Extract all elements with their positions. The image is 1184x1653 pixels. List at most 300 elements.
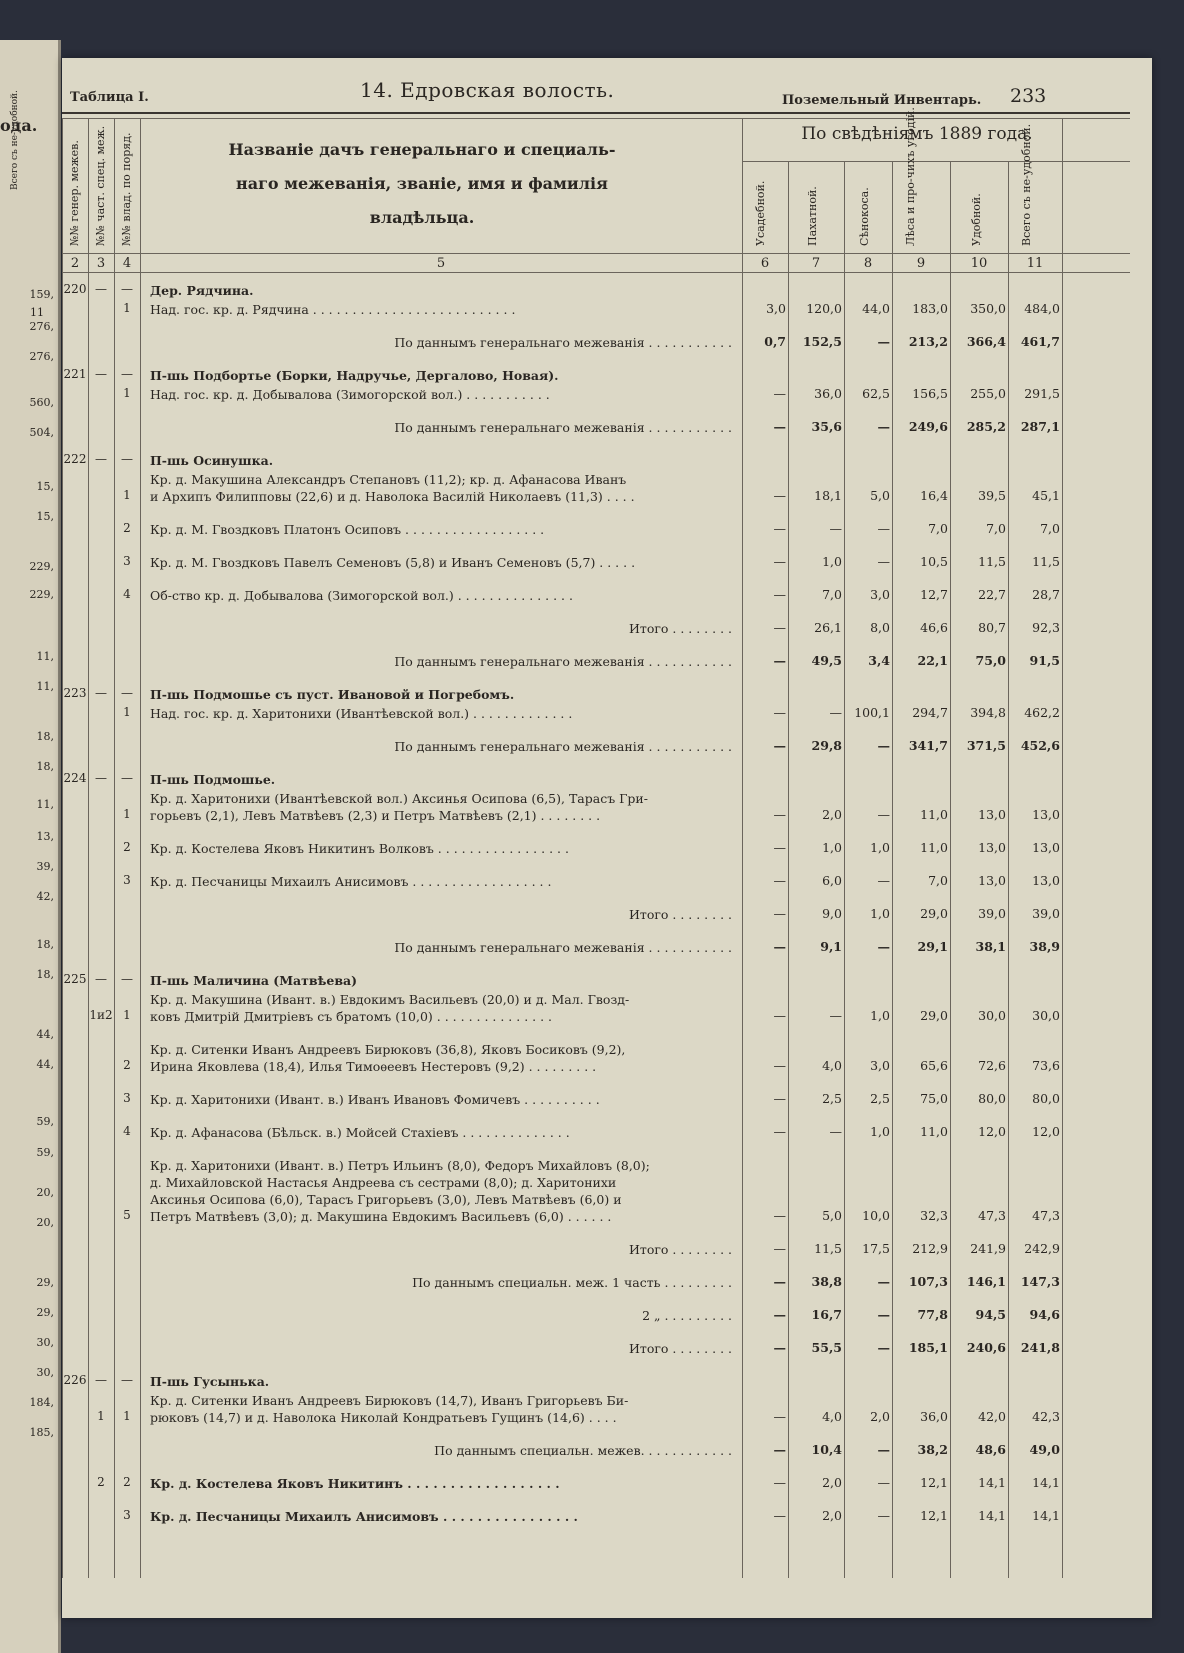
description-line: ковъ Дмитрій Дмитріевъ съ братомъ (10,0) . . . . . . . . . . . . . . . bbox=[150, 1009, 553, 1024]
owner-number: — bbox=[121, 972, 133, 986]
section-title bbox=[150, 1373, 735, 1390]
value-cell: 16,4 bbox=[920, 488, 948, 503]
value-cell: 10,5 bbox=[920, 554, 948, 569]
table-row bbox=[62, 1091, 1130, 1120]
description-line: Кр. д. М. Гвоздковъ Платонъ Осиповъ . . . . . . . . . . . . . . . . . . bbox=[150, 522, 545, 537]
section-heading-row bbox=[62, 282, 1130, 299]
value-cell: 30,0 bbox=[978, 1008, 1006, 1023]
description-line: д. Михайловской Настасья Андреева съ сестрами (8,0); д. Харитонихи bbox=[150, 1175, 617, 1190]
col-header-general: №№ генер. межев. bbox=[68, 140, 81, 246]
value-cell: 241,9 bbox=[970, 1241, 1006, 1256]
name-header-line-3: владѣльца. bbox=[369, 208, 475, 227]
col-number-10: 10 bbox=[970, 256, 988, 271]
header-rule bbox=[62, 112, 1130, 114]
value-cell: 14,1 bbox=[978, 1508, 1006, 1523]
left-page-value: 18, bbox=[36, 938, 54, 951]
table-row bbox=[62, 991, 1130, 1037]
value-cell: 4,0 bbox=[822, 1409, 842, 1424]
owner-description bbox=[202, 1340, 732, 1357]
value-cell: 38,9 bbox=[1029, 939, 1060, 954]
owner-description bbox=[202, 906, 732, 923]
owner-number: — bbox=[121, 367, 133, 381]
value-cell: — bbox=[773, 1340, 786, 1355]
value-cell: 341,7 bbox=[908, 738, 948, 753]
owner-number: 1 bbox=[123, 488, 131, 502]
special-number: — bbox=[95, 686, 107, 700]
general-number: 226 bbox=[63, 1373, 87, 1387]
value-cell: 39,0 bbox=[978, 906, 1006, 921]
owner-number: 2 bbox=[123, 521, 131, 535]
value-cell: — bbox=[773, 906, 786, 921]
value-cell: 38,8 bbox=[811, 1274, 842, 1289]
left-page-value: 42, bbox=[36, 890, 54, 903]
owner-number: 2 bbox=[123, 840, 131, 854]
left-page-value: 29, bbox=[36, 1306, 54, 1319]
value-cell: 80,0 bbox=[1032, 1091, 1060, 1106]
col-number-6: 6 bbox=[760, 256, 770, 271]
description-line: По даннымъ генеральнаго межеванія . . . . . . . . . . . bbox=[394, 739, 732, 754]
owner-number: 1 bbox=[123, 807, 131, 821]
owner-description bbox=[150, 301, 735, 318]
left-page-value: 15, bbox=[36, 510, 54, 523]
left-page-value: 30, bbox=[36, 1366, 54, 1379]
left-page-value: 59, bbox=[36, 1115, 54, 1128]
owner-number: 3 bbox=[123, 1508, 131, 1522]
value-cell: — bbox=[773, 1058, 786, 1073]
value-cell: — bbox=[773, 840, 786, 855]
value-cell: 8,0 bbox=[870, 620, 890, 635]
owner-description bbox=[202, 1241, 732, 1258]
table-row bbox=[62, 587, 1130, 616]
table-row bbox=[62, 1124, 1130, 1153]
section-heading-row bbox=[62, 972, 1130, 989]
value-cell: 45,1 bbox=[1032, 488, 1060, 503]
value-cell: 240,6 bbox=[966, 1340, 1006, 1355]
description-line: По даннымъ генеральнаго межеванія . . . . . . . . . . . bbox=[394, 654, 732, 669]
value-cell: 1,0 bbox=[870, 840, 890, 855]
value-cell: 350,0 bbox=[970, 301, 1006, 316]
value-cell: — bbox=[773, 419, 786, 434]
value-cell: — bbox=[877, 334, 890, 349]
value-cell: 55,5 bbox=[811, 1340, 842, 1355]
value-cell: 11,5 bbox=[978, 554, 1006, 569]
value-cell: 4,0 bbox=[822, 1058, 842, 1073]
value-cell: — bbox=[773, 1307, 786, 1322]
special-number: — bbox=[95, 452, 107, 466]
value-cell: 22,1 bbox=[917, 653, 948, 668]
value-cell: 120,0 bbox=[806, 301, 842, 316]
description-line: П-шь Гусынька. bbox=[150, 1374, 270, 1389]
description-line: По даннымъ специальн. межев. . . . . . . . . . . . bbox=[434, 1443, 732, 1458]
owner-description bbox=[202, 334, 732, 351]
value-cell: 16,7 bbox=[811, 1307, 842, 1322]
value-cell: — bbox=[773, 738, 786, 753]
description-line: рюковъ (14,7) и д. Наволока Николай Кондратьевъ Гущинъ (14,6) . . . . bbox=[150, 1410, 617, 1425]
section-title bbox=[150, 972, 735, 989]
left-page-value: 29, bbox=[36, 1276, 54, 1289]
value-cell: — bbox=[773, 873, 786, 888]
value-cell: 156,5 bbox=[912, 386, 948, 401]
left-page-value: 44, bbox=[36, 1028, 54, 1041]
value-cell: 12,7 bbox=[920, 587, 948, 602]
table-row bbox=[62, 1442, 1130, 1471]
value-cell: 394,8 bbox=[970, 705, 1006, 720]
value-cell: 2,0 bbox=[870, 1409, 890, 1424]
value-cell: 13,0 bbox=[1032, 840, 1060, 855]
value-cell: 38,1 bbox=[975, 939, 1006, 954]
value-cell: 484,0 bbox=[1024, 301, 1060, 316]
left-page-value: 15, bbox=[36, 480, 54, 493]
left-page-value: 159, bbox=[29, 288, 54, 301]
description-line: Петръ Матвѣевъ (3,0); д. Макушина Евдокимъ Васильевъ (6,0) . . . . . . bbox=[150, 1209, 612, 1224]
owner-number: 1 bbox=[123, 1008, 131, 1022]
value-cell: 9,0 bbox=[822, 906, 842, 921]
period-rule bbox=[742, 161, 1130, 162]
value-cell: 30,0 bbox=[1032, 1008, 1060, 1023]
value-cell: 107,3 bbox=[908, 1274, 948, 1289]
col-header-forest: Лѣса и про-чихъ угодій. bbox=[904, 107, 917, 246]
left-page-value: 11, bbox=[36, 650, 54, 663]
value-cell: 11,5 bbox=[1032, 554, 1060, 569]
special-number: — bbox=[95, 367, 107, 381]
name-header-line-1: Названіе дачъ генеральнаго и специаль- bbox=[228, 140, 616, 159]
description-line: Кр. д. Песчаницы Михаилъ Анисимовъ . . . . . . . . . . . . . . . . bbox=[150, 1509, 578, 1524]
value-cell: 65,6 bbox=[920, 1058, 948, 1073]
value-cell: — bbox=[773, 386, 786, 401]
value-cell: — bbox=[773, 1124, 786, 1139]
value-cell: 94,5 bbox=[975, 1307, 1006, 1322]
description-line: По даннымъ специальн. меж. 1 часть . . . . . . . . . bbox=[412, 1275, 732, 1290]
col-header-special: №№ част. спец. меж. bbox=[94, 125, 107, 246]
description-line: Над. гос. кр. д. Харитонихи (Ивантѣевской вол.) . . . . . . . . . . . . . bbox=[150, 706, 573, 721]
value-cell: 242,9 bbox=[1024, 1241, 1060, 1256]
value-cell: — bbox=[877, 1307, 890, 1322]
value-cell: — bbox=[877, 1442, 890, 1457]
owner-description bbox=[150, 1041, 735, 1075]
value-cell: 36,0 bbox=[920, 1409, 948, 1424]
description-line: Кр. д. Костелева Яковъ Никитинъ Волковъ . . . . . . . . . . . . . . . . . bbox=[150, 841, 569, 856]
value-cell: 5,0 bbox=[870, 488, 890, 503]
col-header-homestead: Усадебной. bbox=[754, 180, 767, 246]
value-cell: 249,6 bbox=[908, 419, 948, 434]
value-cell: 80,7 bbox=[978, 620, 1006, 635]
value-cell: 18,1 bbox=[814, 488, 842, 503]
value-cell: — bbox=[877, 521, 890, 536]
value-cell: 10,0 bbox=[862, 1208, 890, 1223]
value-cell: — bbox=[877, 939, 890, 954]
value-cell: 92,3 bbox=[1032, 620, 1060, 635]
page-number: 233 bbox=[1010, 85, 1047, 107]
description-line: Кр. д. Макушина (Ивант. в.) Евдокимъ Васильевъ (20,0) и д. Мал. Гвозд- bbox=[150, 992, 630, 1007]
description-line: Кр. д. М. Гвоздковъ Павелъ Семеновъ (5,8) и Иванъ Семеновъ (5,7) . . . . . bbox=[150, 555, 636, 570]
value-cell: 1,0 bbox=[870, 1124, 890, 1139]
value-cell: 7,0 bbox=[986, 521, 1006, 536]
left-page-fragment bbox=[0, 40, 61, 1653]
header-bottom-rule bbox=[62, 253, 1130, 254]
value-cell: — bbox=[877, 873, 890, 888]
value-cell: 152,5 bbox=[802, 334, 842, 349]
owner-description bbox=[202, 653, 732, 670]
description-line: Ирина Яковлева (18,4), Илья Тимоѳеевъ Нестеровъ (9,2) . . . . . . . . . bbox=[150, 1059, 597, 1074]
value-cell: 3,0 bbox=[870, 1058, 890, 1073]
value-cell: 241,8 bbox=[1020, 1340, 1060, 1355]
description-line: Кр. д. Харитонихи (Ивант. в.) Иванъ Ивановъ Фомичевъ . . . . . . . . . . bbox=[150, 1092, 600, 1107]
table-row bbox=[62, 705, 1130, 734]
value-cell: 0,7 bbox=[764, 334, 786, 349]
value-cell: 80,0 bbox=[978, 1091, 1006, 1106]
description-line: Кр. д. Харитонихи (Ивант. в.) Петръ Ильинъ (8,0), Федоръ Михайловъ (8,0); bbox=[150, 1158, 650, 1173]
value-cell: 62,5 bbox=[862, 386, 890, 401]
value-cell: 462,2 bbox=[1024, 705, 1060, 720]
col-number-5: 5 bbox=[436, 256, 446, 271]
left-page-heading: ода. bbox=[0, 116, 38, 135]
description-line: Кр. д. Макушина Александръ Степановъ (11,2); кр. д. Афанасова Иванъ bbox=[150, 472, 627, 487]
value-cell: 1,0 bbox=[822, 840, 842, 855]
value-cell: — bbox=[877, 419, 890, 434]
table-row bbox=[62, 906, 1130, 935]
value-cell: 22,7 bbox=[978, 587, 1006, 602]
col-number-3: 3 bbox=[96, 256, 106, 271]
special-number: — bbox=[95, 1373, 107, 1387]
special-number: 1и2 bbox=[89, 1008, 113, 1022]
value-cell: 3,0 bbox=[766, 301, 786, 316]
left-page-value: 59, bbox=[36, 1146, 54, 1159]
value-cell: 291,5 bbox=[1024, 386, 1060, 401]
value-cell: 14,1 bbox=[1032, 1508, 1060, 1523]
value-cell: 11,0 bbox=[920, 1124, 948, 1139]
value-cell: 39,5 bbox=[978, 488, 1006, 503]
value-cell: 2,0 bbox=[822, 807, 842, 822]
value-cell: 94,6 bbox=[1029, 1307, 1060, 1322]
col-number-7: 7 bbox=[811, 256, 821, 271]
value-cell: 7,0 bbox=[928, 873, 948, 888]
description-line: П-шь Подмошье съ пуст. Ивановой и Погребомъ. bbox=[150, 687, 515, 702]
value-cell: 255,0 bbox=[970, 386, 1006, 401]
col-header-arable: Пахатной. bbox=[806, 186, 819, 246]
left-page-value: 11, bbox=[36, 798, 54, 811]
owner-description bbox=[202, 419, 732, 436]
value-cell: — bbox=[773, 587, 786, 602]
value-cell: — bbox=[773, 939, 786, 954]
owner-number: 4 bbox=[123, 587, 131, 601]
description-line: П-шь Осинушка. bbox=[150, 453, 274, 468]
period-header: По свѣдѣніямъ 1889 года. bbox=[801, 124, 1033, 144]
owner-description bbox=[150, 790, 735, 824]
value-cell: 1,0 bbox=[822, 554, 842, 569]
value-cell: — bbox=[773, 554, 786, 569]
value-cell: 77,8 bbox=[917, 1307, 948, 1322]
value-cell: 12,1 bbox=[920, 1508, 948, 1523]
value-cell: — bbox=[877, 1274, 890, 1289]
col-header-total: Всего съ не-удобной. bbox=[1020, 123, 1033, 246]
value-cell: 38,2 bbox=[917, 1442, 948, 1457]
table-row bbox=[62, 1274, 1130, 1303]
description-line: Кр. д. Харитонихи (Ивантѣевской вол.) Аксинья Осипова (6,5), Тарасъ Гри- bbox=[150, 791, 648, 806]
table-row bbox=[62, 334, 1130, 363]
owner-number: 2 bbox=[123, 1058, 131, 1072]
column-number-rule bbox=[62, 272, 1130, 273]
page-title: 14. Едровская волость. bbox=[360, 78, 615, 102]
col-number-9: 9 bbox=[916, 256, 926, 271]
value-cell: 285,2 bbox=[966, 419, 1006, 434]
left-page-value: 18, bbox=[36, 730, 54, 743]
value-cell: 47,3 bbox=[1032, 1208, 1060, 1223]
table-top-rule bbox=[62, 118, 1130, 119]
description-line: Итого . . . . . . . . bbox=[629, 1341, 732, 1356]
owner-number: — bbox=[121, 771, 133, 785]
value-cell: 147,3 bbox=[1020, 1274, 1060, 1289]
value-cell: — bbox=[773, 488, 786, 503]
value-cell: 185,1 bbox=[908, 1340, 948, 1355]
description-line: П-шь Подбортье (Борки, Надручье, Дергалово, Новая). bbox=[150, 368, 559, 383]
value-cell: 35,6 bbox=[811, 419, 842, 434]
table-row bbox=[62, 521, 1130, 550]
description-line: П-шь Маличина (Матвѣева) bbox=[150, 973, 358, 988]
description-line: Дер. Рядчина. bbox=[150, 283, 254, 298]
owner-number: 1 bbox=[123, 386, 131, 400]
table-row bbox=[62, 1392, 1130, 1438]
table-row bbox=[62, 939, 1130, 968]
owner-number: 3 bbox=[123, 1091, 131, 1105]
table-row bbox=[62, 554, 1130, 583]
general-number: 221 bbox=[63, 367, 87, 381]
description-line: Кр. д. Ситенки Иванъ Андреевъ Бирюковъ (14,7), Иванъ Григорьевъ Би- bbox=[150, 1393, 629, 1408]
left-page-value: 20, bbox=[36, 1216, 54, 1229]
table-row bbox=[62, 419, 1130, 448]
section-title bbox=[150, 367, 735, 384]
value-cell: 11,5 bbox=[814, 1241, 842, 1256]
description-line: Аксинья Осипова (6,0), Тарасъ Григорьевъ (3,0), Левъ Матвѣевъ (6,0) и bbox=[150, 1192, 622, 1207]
general-number: 222 bbox=[63, 452, 87, 466]
value-cell: 7,0 bbox=[822, 587, 842, 602]
inventory-label: Поземельный Инвентарь. bbox=[782, 93, 982, 108]
value-cell: 183,0 bbox=[912, 301, 948, 316]
col-number-11: 11 bbox=[1026, 256, 1044, 271]
col-header-hay: Сѣнокоса. bbox=[858, 187, 871, 246]
value-cell: — bbox=[773, 1274, 786, 1289]
description-line: По даннымъ генеральнаго межеванія . . . . . . . . . . . bbox=[394, 940, 732, 955]
value-cell: — bbox=[773, 1091, 786, 1106]
owner-number: 1 bbox=[123, 1409, 131, 1423]
value-cell: — bbox=[773, 653, 786, 668]
description-line: По даннымъ генеральнаго межеванія . . . . . . . . . . . bbox=[394, 420, 732, 435]
left-page-value: 229, bbox=[29, 588, 54, 601]
description-line: 2 „ . . . . . . . . . bbox=[642, 1308, 732, 1323]
left-page-value: 229, bbox=[29, 560, 54, 573]
left-page-value: 20, bbox=[36, 1186, 54, 1199]
value-cell: 461,7 bbox=[1020, 334, 1060, 349]
value-cell: 49,0 bbox=[1029, 1442, 1060, 1457]
value-cell: 13,0 bbox=[978, 840, 1006, 855]
description-line: и Архипъ Филипповы (22,6) и д. Наволока Василій Николаевъ (11,3) . . . . bbox=[150, 489, 635, 504]
special-number: — bbox=[95, 282, 107, 296]
value-cell: 75,0 bbox=[920, 1091, 948, 1106]
value-cell: 47,3 bbox=[978, 1208, 1006, 1223]
section-heading-row bbox=[62, 367, 1130, 384]
table-row bbox=[62, 386, 1130, 415]
description-line: Кр. д. Афанасова (Бѣльск. в.) Мойсей Стахіевъ . . . . . . . . . . . . . . bbox=[150, 1125, 570, 1140]
value-cell: 371,5 bbox=[966, 738, 1006, 753]
value-cell: — bbox=[877, 1475, 890, 1490]
table-row bbox=[62, 790, 1130, 836]
value-cell: — bbox=[877, 1508, 890, 1523]
value-cell: — bbox=[773, 1508, 786, 1523]
value-cell: 14,1 bbox=[1032, 1475, 1060, 1490]
owner-number: 1 bbox=[123, 301, 131, 315]
owner-number: 1 bbox=[123, 705, 131, 719]
table-row bbox=[62, 840, 1130, 869]
owner-number: — bbox=[121, 1373, 133, 1387]
left-page-value: 11, bbox=[36, 680, 54, 693]
value-cell: 11,0 bbox=[920, 807, 948, 822]
value-cell: 213,2 bbox=[908, 334, 948, 349]
value-cell: 75,0 bbox=[975, 653, 1006, 668]
value-cell: 7,0 bbox=[928, 521, 948, 536]
left-page-value: 185, bbox=[29, 1426, 54, 1439]
description-line: Итого . . . . . . . . bbox=[629, 1242, 732, 1257]
section-title bbox=[150, 686, 735, 703]
value-cell: 14,1 bbox=[978, 1475, 1006, 1490]
value-cell: 48,6 bbox=[975, 1442, 1006, 1457]
special-number: — bbox=[95, 771, 107, 785]
left-page-value: 504, bbox=[29, 426, 54, 439]
section-heading-row bbox=[62, 1373, 1130, 1390]
owner-number: — bbox=[121, 282, 133, 296]
owner-number: — bbox=[121, 452, 133, 466]
owner-description bbox=[150, 1392, 735, 1426]
section-heading-row bbox=[62, 452, 1130, 469]
value-cell: 49,5 bbox=[811, 653, 842, 668]
value-cell: 1,0 bbox=[870, 906, 890, 921]
value-cell: — bbox=[829, 705, 842, 720]
value-cell: 13,0 bbox=[978, 807, 1006, 822]
section-heading-row bbox=[62, 686, 1130, 703]
owner-description bbox=[150, 705, 735, 722]
col-number-4: 4 bbox=[122, 256, 132, 271]
owner-description bbox=[150, 840, 735, 857]
owner-number: 2 bbox=[123, 1475, 131, 1489]
table-row bbox=[62, 873, 1130, 902]
value-cell: 26,1 bbox=[814, 620, 842, 635]
left-page-value: 276, bbox=[29, 320, 54, 333]
general-number: 224 bbox=[63, 771, 87, 785]
value-cell: 28,7 bbox=[1032, 587, 1060, 602]
value-cell: 2,0 bbox=[822, 1508, 842, 1523]
owner-number: — bbox=[121, 686, 133, 700]
description-line: Кр. д. Песчаницы Михаилъ Анисимовъ . . . . . . . . . . . . . . . . . . bbox=[150, 874, 552, 889]
value-cell: — bbox=[829, 1008, 842, 1023]
value-cell: 32,3 bbox=[920, 1208, 948, 1223]
value-cell: 12,0 bbox=[1032, 1124, 1060, 1139]
value-cell: — bbox=[829, 521, 842, 536]
value-cell: 12,1 bbox=[920, 1475, 948, 1490]
table-row bbox=[62, 1241, 1130, 1270]
left-page-value: 30, bbox=[36, 1336, 54, 1349]
value-cell: 11,0 bbox=[920, 840, 948, 855]
value-cell: 29,1 bbox=[917, 939, 948, 954]
value-cell: 294,7 bbox=[912, 705, 948, 720]
owner-description bbox=[150, 991, 735, 1025]
left-page-column-number: 11 bbox=[30, 306, 44, 319]
description-line: Над. гос. кр. д. Добывалова (Зимогорской вол.) . . . . . . . . . . . bbox=[150, 387, 550, 402]
description-line: Итого . . . . . . . . bbox=[629, 621, 732, 636]
owner-description bbox=[150, 1475, 735, 1492]
value-cell: 10,4 bbox=[811, 1442, 842, 1457]
owner-description bbox=[150, 471, 735, 505]
table-row bbox=[62, 1508, 1130, 1537]
document-page bbox=[62, 58, 1152, 1618]
value-cell: — bbox=[773, 807, 786, 822]
